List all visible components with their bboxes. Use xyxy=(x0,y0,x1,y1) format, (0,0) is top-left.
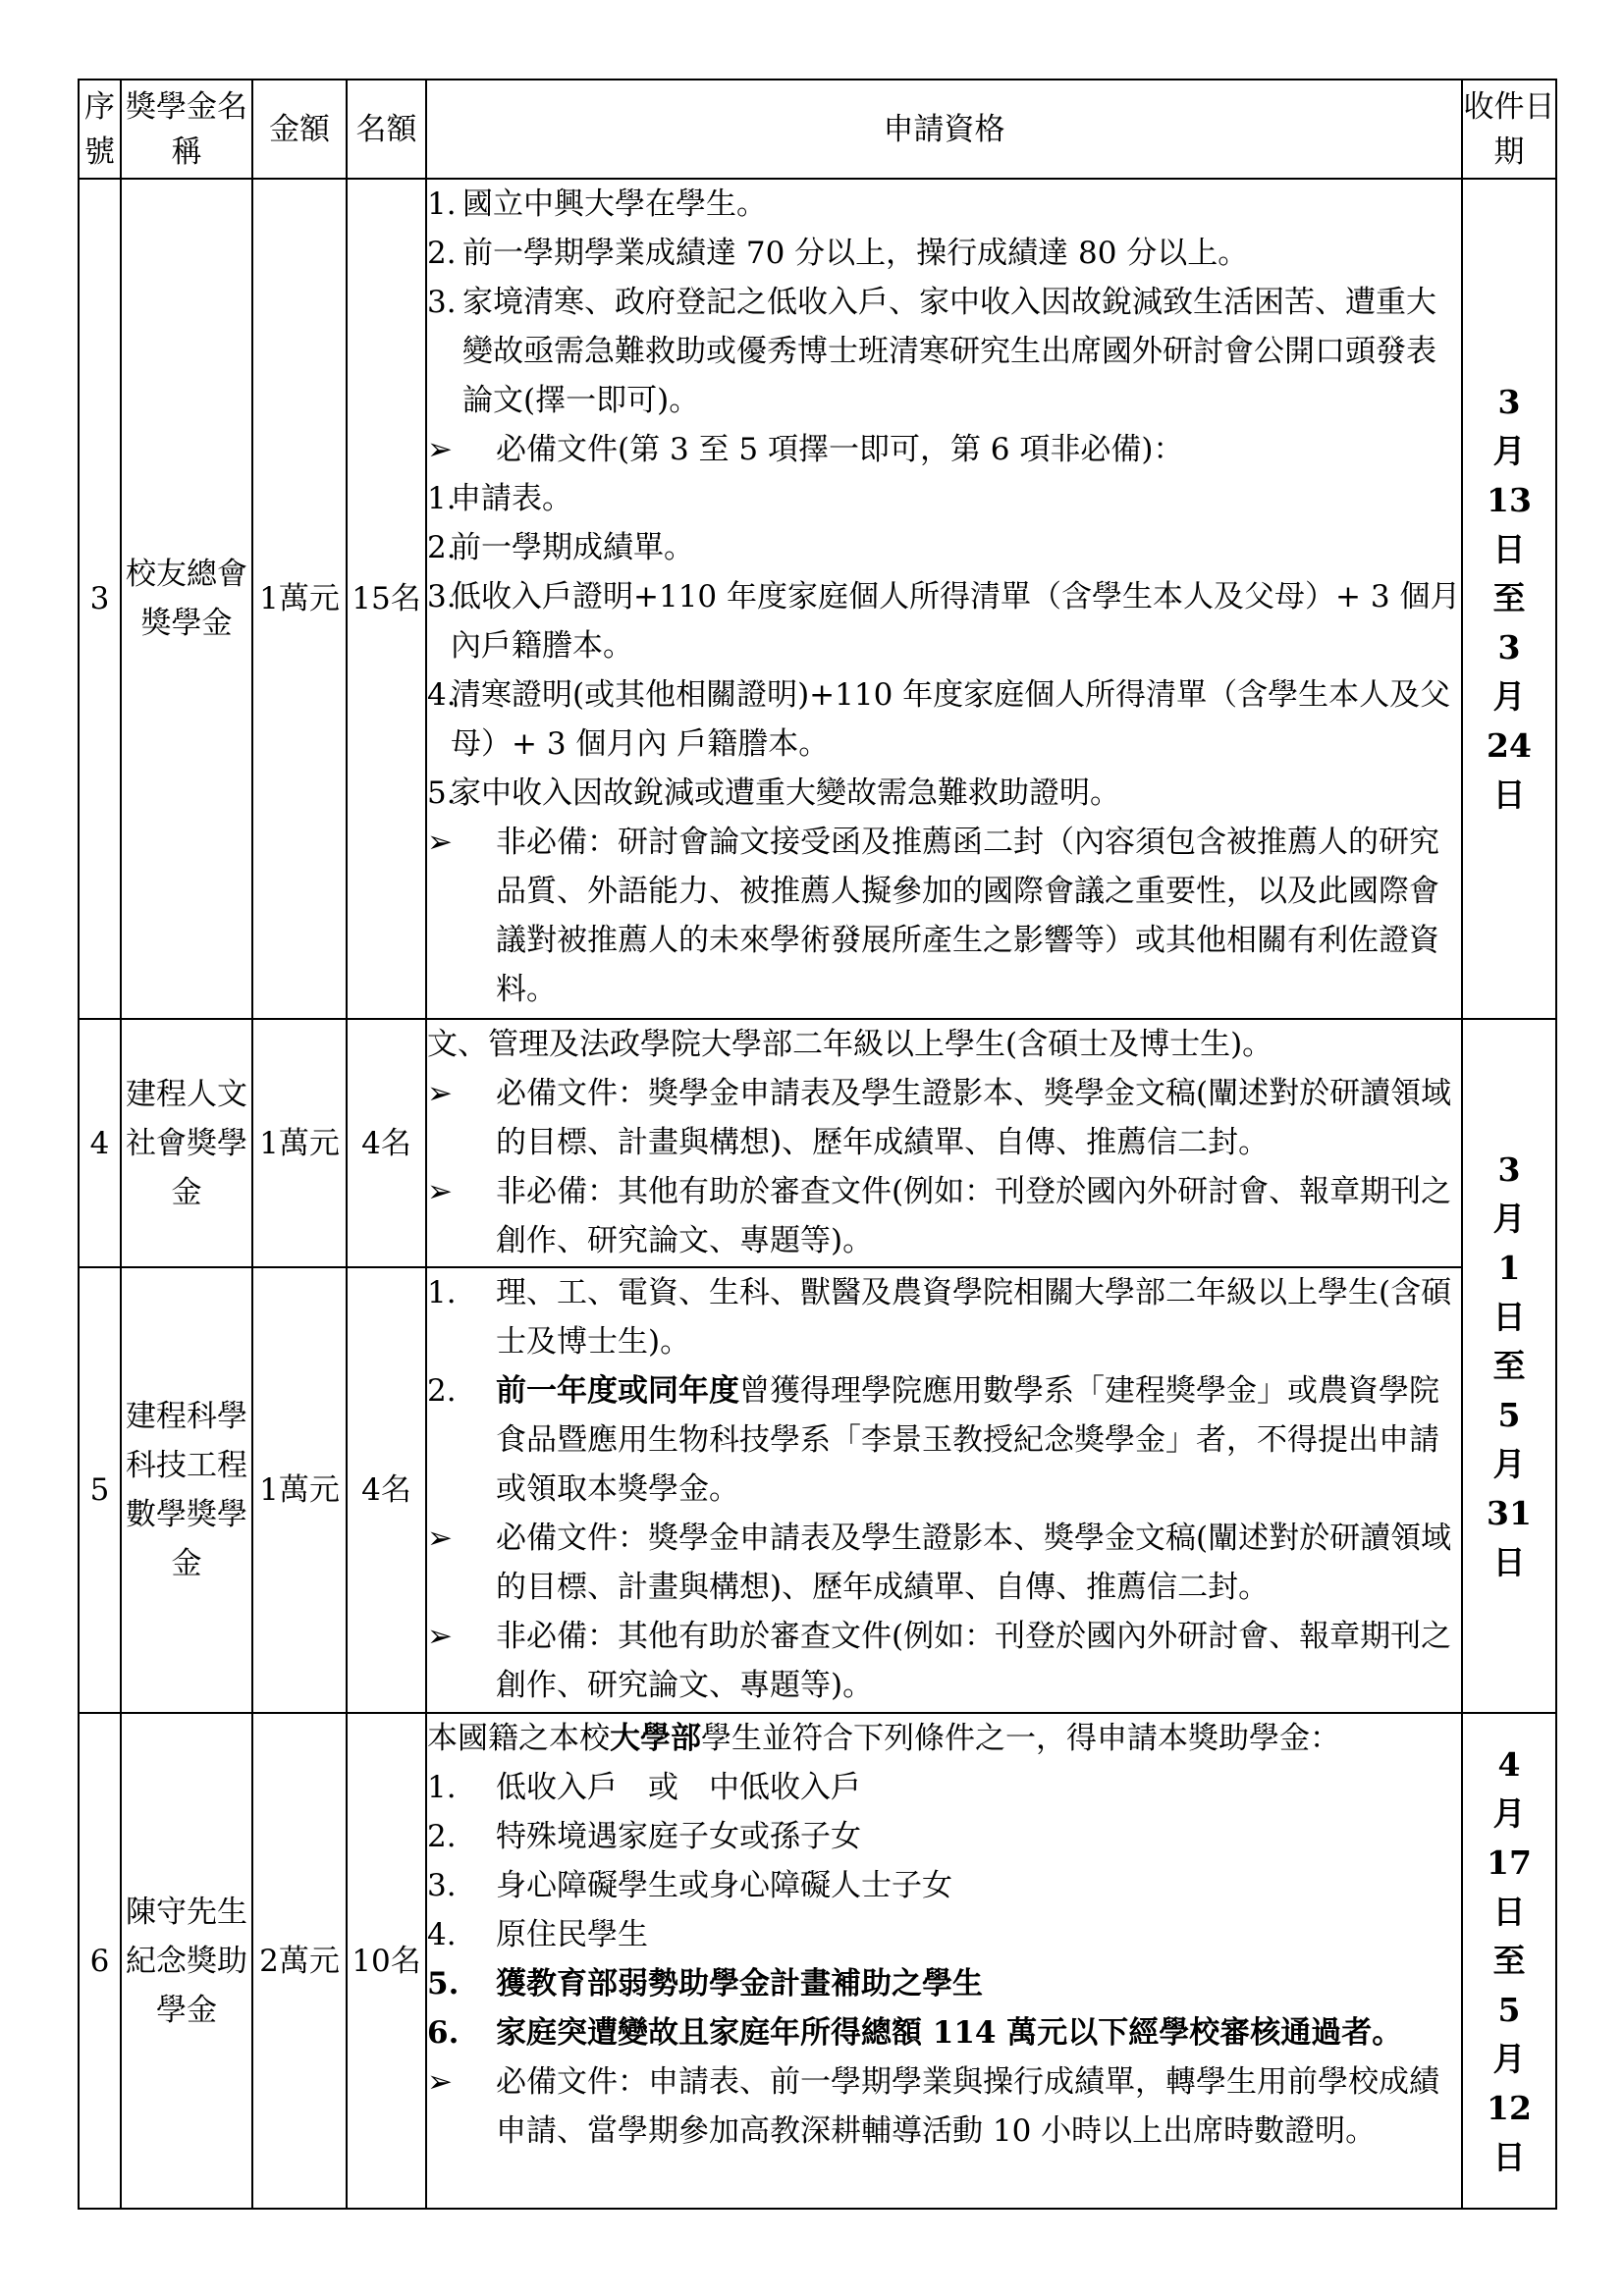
row-requirements xyxy=(426,1267,1462,1713)
arrow-bullet-icon: ➢ xyxy=(427,1174,453,1209)
table-row xyxy=(79,1019,1556,1267)
header-row xyxy=(79,80,1556,179)
row-amount: 1萬元 xyxy=(252,179,347,1019)
row-no: 4 xyxy=(79,1019,121,1267)
req-line: 6. 家庭突遭變故且家庭年所得總額 114 萬元以下經學校審核通過者。 xyxy=(427,2015,1403,2051)
row-requirements xyxy=(426,1713,1462,2209)
row-no: 3 xyxy=(79,179,121,1019)
req-intro: 文、管理及法政學院大學部二年級以上學生(含碩士及博士生)。 xyxy=(427,1027,1273,1062)
header-date: 收件日期 xyxy=(1462,80,1556,179)
row-requirements xyxy=(426,179,1462,1019)
row-name: 校友總會獎學金 xyxy=(121,179,252,1019)
req-line: ➢ 非必備：其他有助於審查文件(例如：刊登於國內外研討會、報章期刊之創作、研究論文、專題等)。 xyxy=(427,1612,1461,1710)
req-line: ➢ 必備文件：獎學金申請表及學生證影本、獎學金文稿(闡述對於研讀領域的目標、計畫與構想)、歷年成績單、自傳、推薦信二封。 xyxy=(427,1514,1461,1612)
header-quota: 名額 xyxy=(347,80,426,179)
req-line: 2. 前一年度或同年度曾獲得理學院應用數學系「建程獎學金」或農資學院食品暨應用生物科技學系「李景玉教授紀念獎學金」者，不得提出申請或領取本獎學金。 xyxy=(427,1373,1439,1507)
row-date: 4 月 17 日 至 5 月 12 日 xyxy=(1462,1713,1556,2209)
req-line: ➢ 必備文件：申請表、前一學期學業與操行成績單，轉學生用前學校成績申請、當學期參加高教深耕輔導活動 10 小時以上出席時數證明。 xyxy=(427,2057,1461,2156)
req-line: 1. 國立中興大學在學生。 xyxy=(427,187,767,222)
req-line: 2. 前一學期成績單。 xyxy=(427,530,694,565)
row-amount: 2萬元 xyxy=(252,1713,347,2209)
row-quota: 10名 xyxy=(347,1713,426,2209)
arrow-bullet-icon: ➢ xyxy=(427,2064,453,2100)
arrow-bullet-icon: ➢ xyxy=(427,1076,453,1111)
req-line: 1. 申請表。 xyxy=(427,481,572,516)
req-line: ➢ 必備文件(第 3 至 5 項擇一即可，第 6 項非必備)： xyxy=(427,425,1461,474)
req-line: 5. 獲教育部弱勢助學金計畫補助之學生 xyxy=(427,1966,983,2002)
req-line: ➢ 必備文件：獎學金申請表及學生證影本、獎學金文稿(闡述對於研讀領域的目標、計畫與構想)、歷年成績單、自傳、推薦信二封。 xyxy=(427,1069,1461,1167)
req-line: ➢ 非必備：其他有助於審查文件(例如：刊登於國內外研討會、報章期刊之創作、研究論文、專題等)。 xyxy=(427,1167,1461,1265)
row-date: 3 月 13 日 至 3 月 24 日 xyxy=(1462,179,1556,1019)
table-row xyxy=(79,1267,1556,1713)
arrow-bullet-icon: ➢ xyxy=(427,1619,453,1654)
req-line: 1. 低收入戶 或 中低收入戶 xyxy=(427,1770,861,1805)
req-line: 2. 特殊境遇家庭子女或孫子女 xyxy=(427,1819,861,1854)
row-name: 建程科學科技工程數學獎學金 xyxy=(121,1267,252,1713)
row-name: 建程人文社會獎學金 xyxy=(121,1019,252,1267)
req-line: 5. 家中收入因故銳減或遭重大變故需急難救助證明。 xyxy=(427,775,1120,811)
arrow-bullet-icon: ➢ xyxy=(427,825,453,860)
req-line: 3. 家境清寒、政府登記之低收入戶、家中收入因故銳減致生活困苦、遭重大變故亟需急難救助或優秀博士班清寒研究生出席國外研討會公開口頭發表論文(擇一即可)。 xyxy=(427,285,1436,418)
bold-emphasis: 前一年度或同年度 xyxy=(496,1373,739,1409)
arrow-bullet-icon: ➢ xyxy=(427,1521,453,1556)
row-no: 5 xyxy=(79,1267,121,1713)
header-requirements: 申請資格 xyxy=(426,80,1462,179)
req-line: 3. 低收入戶證明+110 年度家庭個人所得清單（含學生本人及父母）+ 3 個月內戶籍謄本。 xyxy=(427,579,1461,664)
row-requirements xyxy=(426,1019,1462,1267)
table-row xyxy=(79,1713,1556,2209)
req-line: 4. 清寒證明(或其他相關證明)+110 年度家庭個人所得清單（含學生本人及父母）+ 3 個月內 戶籍謄本。 xyxy=(427,677,1451,762)
row-amount: 1萬元 xyxy=(252,1019,347,1267)
req-line: 3. 身心障礙學生或身心障礙人士子女 xyxy=(427,1868,952,1903)
row-name: 陳守先生紀念獎助學金 xyxy=(121,1713,252,2209)
row-quota: 4名 xyxy=(347,1019,426,1267)
scholarship-table xyxy=(78,79,1557,2210)
row-amount: 1萬元 xyxy=(252,1267,347,1713)
table-row xyxy=(79,179,1556,1019)
row-date: 3 月 1 日 至 5 月 31 日 xyxy=(1462,1019,1556,1713)
row-quota: 15名 xyxy=(347,179,426,1019)
req-line: 4. 原住民學生 xyxy=(427,1917,648,1952)
header-no: 序號 xyxy=(79,80,121,179)
req-line: 2. 前一學期學業成績達 70 分以上，操行成績達 80 分以上。 xyxy=(427,236,1249,271)
req-line: ➢ 非必備：研討會論文接受函及推薦函二封（內容須包含被推薦人的研究品質、外語能力、被推薦人擬參加的國際會議之重要性，以及此國際會議對被推薦人的未來學術發展所產生之影響等）或其他相關有利佐證資料。 xyxy=(427,818,1461,1014)
row-quota: 4名 xyxy=(347,1267,426,1713)
arrow-bullet-icon: ➢ xyxy=(427,432,453,467)
header-name: 獎學金名稱 xyxy=(121,80,252,179)
row-no: 6 xyxy=(79,1713,121,2209)
header-amount: 金額 xyxy=(252,80,347,179)
req-intro: 本國籍之本校大學部學生並符合下列條件之一，得申請本獎助學金： xyxy=(427,1721,1340,1756)
req-line: 1. 理、工、電資、生科、獸醫及農資學院相關大學部二年級以上學生(含碩士及博士生)。 xyxy=(427,1275,1452,1360)
